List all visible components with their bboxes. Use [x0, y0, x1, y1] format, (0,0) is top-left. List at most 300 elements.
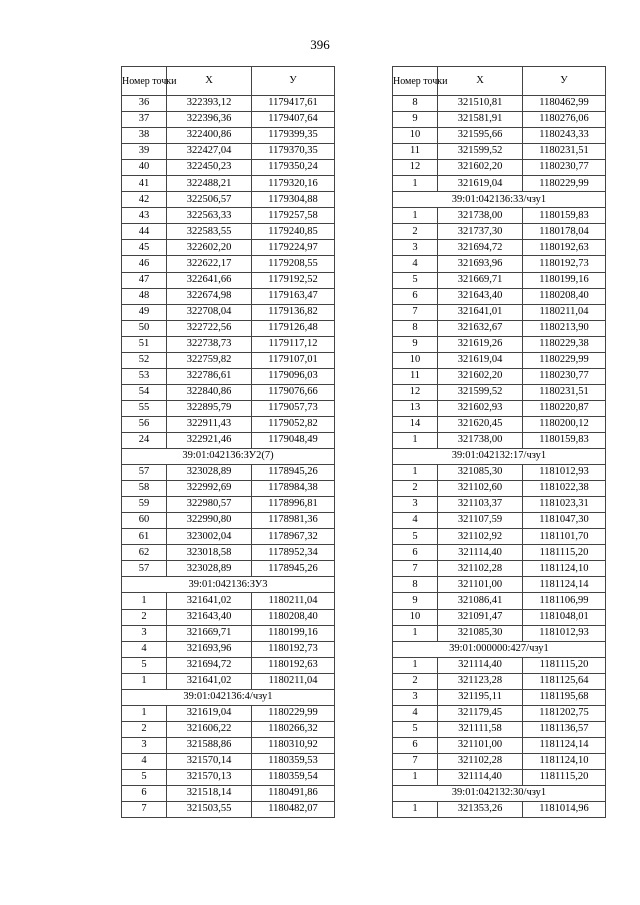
cell-x: 321570,13 [167, 769, 252, 785]
table-row [393, 432, 606, 448]
section-row [393, 192, 606, 208]
cell-x: 322911,43 [167, 416, 252, 432]
cell-x: 321737,30 [438, 224, 523, 240]
cell-y: 1178984,38 [252, 481, 335, 497]
cell-y: 1180192,73 [523, 256, 606, 272]
cell-y: 1180230,77 [523, 368, 606, 384]
table-row [393, 561, 606, 577]
cell-point-number: 42 [122, 192, 167, 208]
cell-point-number: 13 [393, 400, 438, 416]
cell-x: 321101,00 [438, 577, 523, 593]
table-header-row [122, 67, 335, 96]
cell-point-number: 3 [393, 497, 438, 513]
table-row [122, 112, 335, 128]
table-row [393, 240, 606, 256]
table-row [122, 529, 335, 545]
cell-point-number: 10 [393, 352, 438, 368]
cell-y: 1180178,04 [523, 224, 606, 240]
cell-x: 321195,11 [438, 689, 523, 705]
table-row [393, 288, 606, 304]
table-row [122, 416, 335, 432]
section-title: 39:01:042136:ЗУ3 [122, 577, 335, 593]
cell-point-number: 4 [393, 256, 438, 272]
section-row [122, 449, 335, 465]
cell-point-number: 7 [122, 802, 167, 818]
cell-point-number: 9 [393, 112, 438, 128]
table-row [122, 368, 335, 384]
table-row [393, 320, 606, 336]
table-row [122, 705, 335, 721]
cell-point-number: 4 [122, 641, 167, 657]
table-row [122, 272, 335, 288]
cell-point-number: 60 [122, 513, 167, 529]
cell-x: 321619,04 [438, 352, 523, 368]
cell-x: 322583,55 [167, 224, 252, 240]
cell-y: 1180229,99 [252, 705, 335, 721]
cell-x: 322708,04 [167, 304, 252, 320]
cell-y: 1180243,33 [523, 128, 606, 144]
cell-x: 322722,56 [167, 320, 252, 336]
cell-x: 321643,40 [438, 288, 523, 304]
cell-point-number: 2 [393, 481, 438, 497]
cell-y: 1179407,64 [252, 112, 335, 128]
cell-point-number: 47 [122, 272, 167, 288]
cell-point-number: 1 [393, 769, 438, 785]
cell-x: 321102,28 [438, 753, 523, 769]
cell-point-number: 38 [122, 128, 167, 144]
cell-x: 321353,26 [438, 802, 523, 818]
cell-x: 321114,40 [438, 545, 523, 561]
table-row [393, 368, 606, 384]
table-row [122, 336, 335, 352]
section-title: 39:01:042136:4/чзу1 [122, 689, 335, 705]
cell-y: 1179057,73 [252, 400, 335, 416]
cell-point-number: 59 [122, 497, 167, 513]
cell-y: 1180229,99 [523, 352, 606, 368]
cell-x: 322990,80 [167, 513, 252, 529]
cell-point-number: 62 [122, 545, 167, 561]
cell-y: 1180192,73 [252, 641, 335, 657]
cell-y: 1179126,48 [252, 320, 335, 336]
cell-x: 321581,91 [438, 112, 523, 128]
cell-point-number: 39 [122, 144, 167, 160]
table-row [122, 545, 335, 561]
cell-y: 1179107,01 [252, 352, 335, 368]
cell-y: 1180199,16 [523, 272, 606, 288]
section-title: 39:01:042132:17/чзу1 [393, 449, 606, 465]
table-row [122, 384, 335, 400]
cell-x: 321619,26 [438, 336, 523, 352]
table-row [122, 609, 335, 625]
table-row [122, 304, 335, 320]
cell-point-number: 3 [122, 737, 167, 753]
cell-y: 1181124,14 [523, 577, 606, 593]
cell-point-number: 57 [122, 561, 167, 577]
cell-y: 1179052,82 [252, 416, 335, 432]
cell-x: 322738,73 [167, 336, 252, 352]
cell-point-number: 45 [122, 240, 167, 256]
cell-x: 321632,67 [438, 320, 523, 336]
cell-point-number: 1 [122, 673, 167, 689]
cell-x: 322759,82 [167, 352, 252, 368]
cell-point-number: 58 [122, 481, 167, 497]
cell-y: 1180462,99 [523, 96, 606, 112]
section-row [393, 449, 606, 465]
cell-y: 1180208,40 [523, 288, 606, 304]
section-title: 39:01:042136:33/чзу1 [393, 192, 606, 208]
coordinates-table-right [392, 66, 606, 818]
cell-x: 321606,22 [167, 721, 252, 737]
cell-x: 322980,57 [167, 497, 252, 513]
cell-x: 321694,72 [167, 657, 252, 673]
cell-point-number: 6 [393, 545, 438, 561]
cell-point-number: 54 [122, 384, 167, 400]
header-point-number: Номер точки [393, 67, 438, 96]
section-row [393, 786, 606, 802]
section-title: 39:01:000000:427/чзу1 [393, 641, 606, 657]
cell-point-number: 24 [122, 432, 167, 448]
cell-x: 321123,28 [438, 673, 523, 689]
table-row [122, 208, 335, 224]
table-row [393, 753, 606, 769]
table-row [122, 352, 335, 368]
cell-y: 1180491,86 [252, 786, 335, 802]
table-row [122, 737, 335, 753]
cell-y: 1179117,12 [252, 336, 335, 352]
cell-y: 1181022,38 [523, 481, 606, 497]
cell-x: 321643,40 [167, 609, 252, 625]
cell-point-number: 1 [393, 432, 438, 448]
cell-x: 322450,23 [167, 160, 252, 176]
cell-x: 321510,81 [438, 96, 523, 112]
cell-x: 321738,00 [438, 208, 523, 224]
table-row [122, 128, 335, 144]
table-row [122, 256, 335, 272]
cell-point-number: 1 [393, 657, 438, 673]
cell-point-number: 7 [393, 561, 438, 577]
cell-x: 322396,36 [167, 112, 252, 128]
cell-y: 1181101,70 [523, 529, 606, 545]
cell-x: 323018,58 [167, 545, 252, 561]
cell-x: 322641,66 [167, 272, 252, 288]
cell-y: 1179240,85 [252, 224, 335, 240]
cell-point-number: 4 [393, 705, 438, 721]
cell-point-number: 55 [122, 400, 167, 416]
table-row [122, 786, 335, 802]
cell-point-number: 3 [122, 625, 167, 641]
cell-x: 321570,14 [167, 753, 252, 769]
cell-y: 1180211,04 [252, 673, 335, 689]
cell-point-number: 49 [122, 304, 167, 320]
cell-y: 1179048,49 [252, 432, 335, 448]
cell-y: 1180230,77 [523, 160, 606, 176]
section-row [122, 689, 335, 705]
cell-y: 1180310,92 [252, 737, 335, 753]
cell-point-number: 5 [393, 272, 438, 288]
table-row [393, 577, 606, 593]
table-row [393, 400, 606, 416]
table-row [393, 256, 606, 272]
cell-y: 1181014,96 [523, 802, 606, 818]
table-row [122, 561, 335, 577]
cell-point-number: 12 [393, 384, 438, 400]
cell-y: 1180229,99 [523, 176, 606, 192]
table-row [393, 96, 606, 112]
table-row [393, 737, 606, 753]
cell-y: 1179163,47 [252, 288, 335, 304]
cell-point-number: 5 [122, 769, 167, 785]
cell-y: 1179417,61 [252, 96, 335, 112]
table-row [393, 336, 606, 352]
cell-x: 321101,00 [438, 737, 523, 753]
cell-x: 321595,66 [438, 128, 523, 144]
cell-y: 1181012,93 [523, 625, 606, 641]
header-y: У [523, 67, 606, 96]
cell-y: 1178945,26 [252, 561, 335, 577]
cell-y: 1179304,88 [252, 192, 335, 208]
cell-y: 1180199,16 [252, 625, 335, 641]
cell-y: 1181124,14 [523, 737, 606, 753]
cell-point-number: 61 [122, 529, 167, 545]
cell-x: 321602,93 [438, 400, 523, 416]
cell-y: 1180211,04 [252, 593, 335, 609]
cell-point-number: 2 [122, 609, 167, 625]
table-row [122, 497, 335, 513]
cell-y: 1180208,40 [252, 609, 335, 625]
cell-x: 321086,41 [438, 593, 523, 609]
table-row [393, 513, 606, 529]
cell-y: 1178952,34 [252, 545, 335, 561]
cell-y: 1179076,66 [252, 384, 335, 400]
cell-y: 1180159,83 [523, 432, 606, 448]
cell-y: 1178945,26 [252, 465, 335, 481]
cell-y: 1181047,30 [523, 513, 606, 529]
cell-point-number: 48 [122, 288, 167, 304]
cell-point-number: 43 [122, 208, 167, 224]
cell-y: 1181023,31 [523, 497, 606, 513]
table-row [122, 481, 335, 497]
cell-point-number: 37 [122, 112, 167, 128]
table-row [393, 481, 606, 497]
cell-x: 322602,20 [167, 240, 252, 256]
section-title: 39:01:042132:30/чзу1 [393, 786, 606, 802]
table-row [122, 513, 335, 529]
cell-point-number: 6 [393, 737, 438, 753]
cell-x: 321693,96 [167, 641, 252, 657]
cell-y: 1181115,20 [523, 657, 606, 673]
cell-y: 1180211,04 [523, 304, 606, 320]
table-row [393, 160, 606, 176]
table-row [393, 224, 606, 240]
table-row [393, 609, 606, 625]
section-row [393, 641, 606, 657]
cell-y: 1179399,35 [252, 128, 335, 144]
cell-x: 321641,02 [167, 673, 252, 689]
cell-y: 1180359,53 [252, 753, 335, 769]
table-row [393, 304, 606, 320]
cell-x: 321619,04 [438, 176, 523, 192]
cell-x: 321518,14 [167, 786, 252, 802]
table-row [122, 176, 335, 192]
cell-y: 1180359,54 [252, 769, 335, 785]
table-row [122, 160, 335, 176]
cell-point-number: 9 [393, 336, 438, 352]
cell-x: 321693,96 [438, 256, 523, 272]
cell-x: 322921,46 [167, 432, 252, 448]
table-row [393, 176, 606, 192]
cell-x: 321602,20 [438, 368, 523, 384]
cell-y: 1180229,38 [523, 336, 606, 352]
cell-point-number: 8 [393, 320, 438, 336]
table-row [393, 272, 606, 288]
cell-x: 321694,72 [438, 240, 523, 256]
cell-x: 321599,52 [438, 384, 523, 400]
cell-y: 1180192,63 [252, 657, 335, 673]
cell-x: 321503,55 [167, 802, 252, 818]
cell-x: 322992,69 [167, 481, 252, 497]
cell-point-number: 5 [393, 721, 438, 737]
cell-y: 1179096,03 [252, 368, 335, 384]
coordinates-table-left [121, 66, 335, 818]
cell-y: 1181202,75 [523, 705, 606, 721]
cell-point-number: 7 [393, 304, 438, 320]
cell-x: 321114,40 [438, 657, 523, 673]
cell-point-number: 46 [122, 256, 167, 272]
cell-y: 1181124,10 [523, 561, 606, 577]
cell-point-number: 57 [122, 465, 167, 481]
cell-x: 323028,89 [167, 561, 252, 577]
cell-point-number: 50 [122, 320, 167, 336]
cell-point-number: 1 [393, 802, 438, 818]
table-row [122, 769, 335, 785]
header-x: Х [167, 67, 252, 96]
cell-point-number: 52 [122, 352, 167, 368]
table-row [122, 625, 335, 641]
cell-y: 1181195,68 [523, 689, 606, 705]
cell-point-number: 40 [122, 160, 167, 176]
cell-x: 321602,20 [438, 160, 523, 176]
cell-y: 1181125,64 [523, 673, 606, 689]
cell-y: 1180231,51 [523, 144, 606, 160]
table-row [122, 432, 335, 448]
table-row [393, 657, 606, 673]
table-row [122, 144, 335, 160]
table-row [122, 753, 335, 769]
cell-point-number: 41 [122, 176, 167, 192]
cell-x: 323002,04 [167, 529, 252, 545]
cell-y: 1180276,06 [523, 112, 606, 128]
cell-y: 1180159,83 [523, 208, 606, 224]
cell-y: 1181012,93 [523, 465, 606, 481]
cell-x: 322427,04 [167, 144, 252, 160]
cell-y: 1180200,12 [523, 416, 606, 432]
cell-point-number: 36 [122, 96, 167, 112]
table-row [393, 128, 606, 144]
cell-point-number: 11 [393, 368, 438, 384]
cell-y: 1179136,82 [252, 304, 335, 320]
table-row [122, 320, 335, 336]
cell-x: 321103,37 [438, 497, 523, 513]
cell-point-number: 12 [393, 160, 438, 176]
table-row [393, 721, 606, 737]
cell-x: 321102,28 [438, 561, 523, 577]
table-row [122, 802, 335, 818]
cell-x: 321102,60 [438, 481, 523, 497]
cell-y: 1179320,16 [252, 176, 335, 192]
table-row [122, 673, 335, 689]
cell-y: 1180231,51 [523, 384, 606, 400]
cell-point-number: 1 [122, 593, 167, 609]
cell-x: 321588,86 [167, 737, 252, 753]
cell-y: 1179208,55 [252, 256, 335, 272]
cell-x: 321620,45 [438, 416, 523, 432]
cell-point-number: 53 [122, 368, 167, 384]
cell-point-number: 1 [122, 705, 167, 721]
cell-x: 321599,52 [438, 144, 523, 160]
cell-point-number: 3 [393, 689, 438, 705]
cell-point-number: 3 [393, 240, 438, 256]
cell-x: 321179,45 [438, 705, 523, 721]
cell-point-number: 1 [393, 208, 438, 224]
cell-x: 322840,86 [167, 384, 252, 400]
cell-point-number: 10 [393, 128, 438, 144]
cell-point-number: 9 [393, 593, 438, 609]
table-row [122, 657, 335, 673]
cell-x: 321091,47 [438, 609, 523, 625]
cell-point-number: 14 [393, 416, 438, 432]
cell-point-number: 51 [122, 336, 167, 352]
table-row [393, 769, 606, 785]
cell-point-number: 1 [393, 625, 438, 641]
cell-y: 1180220,87 [523, 400, 606, 416]
cell-x: 323028,89 [167, 465, 252, 481]
cell-y: 1179257,58 [252, 208, 335, 224]
table-row [393, 144, 606, 160]
cell-y: 1181048,01 [523, 609, 606, 625]
table-row [393, 112, 606, 128]
cell-x: 322563,33 [167, 208, 252, 224]
cell-point-number: 44 [122, 224, 167, 240]
cell-y: 1181124,10 [523, 753, 606, 769]
cell-y: 1179224,97 [252, 240, 335, 256]
table-row [393, 802, 606, 818]
cell-point-number: 7 [393, 753, 438, 769]
cell-point-number: 56 [122, 416, 167, 432]
table-row [393, 208, 606, 224]
cell-x: 322674,98 [167, 288, 252, 304]
cell-y: 1180266,32 [252, 721, 335, 737]
cell-x: 322393,12 [167, 96, 252, 112]
table-row [393, 529, 606, 545]
cell-y: 1181115,20 [523, 545, 606, 561]
cell-point-number: 2 [122, 721, 167, 737]
cell-x: 322786,61 [167, 368, 252, 384]
cell-x: 321107,59 [438, 513, 523, 529]
cell-x: 321738,00 [438, 432, 523, 448]
table-row [122, 593, 335, 609]
cell-x: 322400,86 [167, 128, 252, 144]
cell-y: 1178967,32 [252, 529, 335, 545]
cell-y: 1179192,52 [252, 272, 335, 288]
cell-x: 322622,17 [167, 256, 252, 272]
table-row [122, 288, 335, 304]
table-row [393, 593, 606, 609]
table-row [393, 416, 606, 432]
cell-x: 322488,21 [167, 176, 252, 192]
table-row [122, 96, 335, 112]
table-row [122, 192, 335, 208]
cell-y: 1179370,35 [252, 144, 335, 160]
